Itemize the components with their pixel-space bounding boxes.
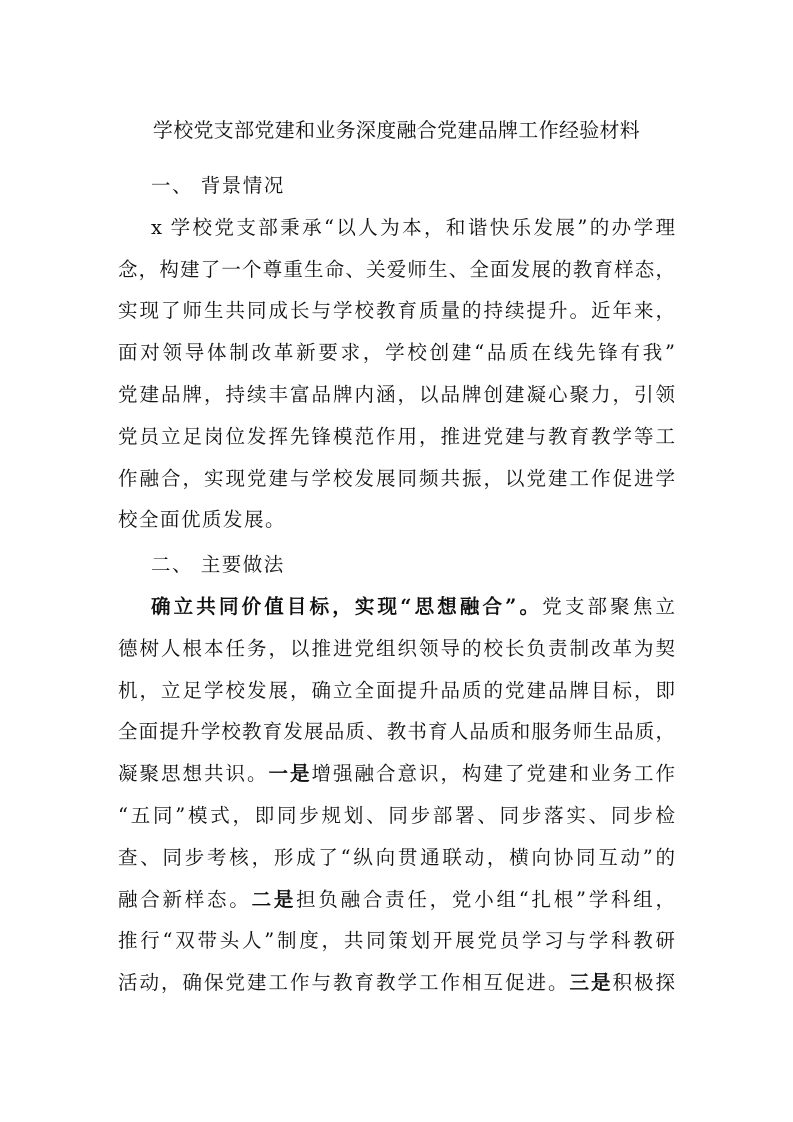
- text-run: 担负融合责任，党小组“扎根”学科组，: [296, 887, 675, 911]
- section-heading: [118, 165, 675, 207]
- text-line: [118, 374, 675, 416]
- bold-text: 一是: [268, 762, 312, 786]
- bold-text: 确立共同价值目标，实现“思想融合”。: [151, 594, 543, 618]
- text-line: [118, 670, 675, 712]
- text-run: 一、 背景情况: [151, 174, 285, 197]
- text-run: 德树人根本任务，以推进党组织领导的校长负责制改革为契: [118, 636, 675, 660]
- text-run: 全面提升学校教育发展品质、教书育人品质和服务师生品质，: [118, 720, 675, 744]
- document-body: [118, 165, 675, 1004]
- text-run: 活动，确保党建工作与教育教学工作相互促进。: [118, 971, 570, 995]
- text-line: [118, 249, 675, 291]
- text-run: 二、 主要做法: [151, 553, 285, 577]
- text-line: [118, 628, 675, 670]
- section-heading: [118, 544, 675, 586]
- text-run: 凝聚思想共识。: [118, 762, 269, 786]
- text-run: 机，立足学校发展，确立全面提升品质的党建品牌目标，即: [118, 678, 675, 702]
- text-run: 党员立足岗位发挥先锋模范作用，推进党建与教育教学等工: [118, 424, 675, 448]
- text-line: [118, 753, 675, 795]
- document-title: 学校党支部党建和业务深度融合党建品牌工作经验材料: [152, 118, 641, 142]
- text-line: [118, 920, 675, 962]
- bold-text: 二是: [251, 887, 297, 911]
- text-run: 党支部聚焦立: [542, 594, 675, 618]
- text-line: [118, 332, 675, 374]
- text-line: [118, 458, 675, 500]
- text-line: [118, 207, 675, 249]
- text-run: 党建品牌，持续丰富品牌内涵，以品牌创建凝心聚力，引领: [118, 382, 675, 406]
- text-run: “五同”模式，即同步规划、同步部署、同步落实、同步检: [118, 803, 675, 827]
- text-run: 积极探: [612, 971, 675, 995]
- text-line: [118, 290, 675, 332]
- text-run: x 学校党支部秉承“以人为本，和谐快乐发展”的办学理: [151, 215, 675, 239]
- text-run: 作融合，实现党建与学校发展同频共振，以党建工作促进学: [118, 466, 675, 490]
- text-line: [118, 586, 675, 628]
- text-run: 融合新样态。: [118, 887, 252, 911]
- text-run: 面对领导体制改革新要求，学校创建“品质在线先锋有我”: [118, 341, 675, 365]
- text-line: [118, 837, 675, 879]
- text-run: 念，构建了一个尊重生命、关爱师生、全面发展的教育样态，: [118, 257, 675, 281]
- text-line: [118, 879, 675, 921]
- text-run: 推行“双带头人”制度，共同策划开展党员学习与学科教研: [118, 929, 675, 953]
- text-line: [118, 499, 675, 541]
- text-line: [118, 795, 675, 837]
- text-run: 实现了师生共同成长与学校教育质量的持续提升。近年来，: [118, 299, 675, 323]
- text-line: [118, 711, 675, 753]
- text-run: 校全面优质发展。: [118, 508, 287, 532]
- text-line: [118, 962, 675, 1004]
- text-line: [118, 416, 675, 458]
- bold-text: 三是: [569, 971, 613, 995]
- text-run: 查、同步考核，形成了“纵向贯通联动，横向协同互动”的: [118, 845, 675, 869]
- text-run: 增强融合意识，构建了党建和业务工作: [311, 762, 675, 786]
